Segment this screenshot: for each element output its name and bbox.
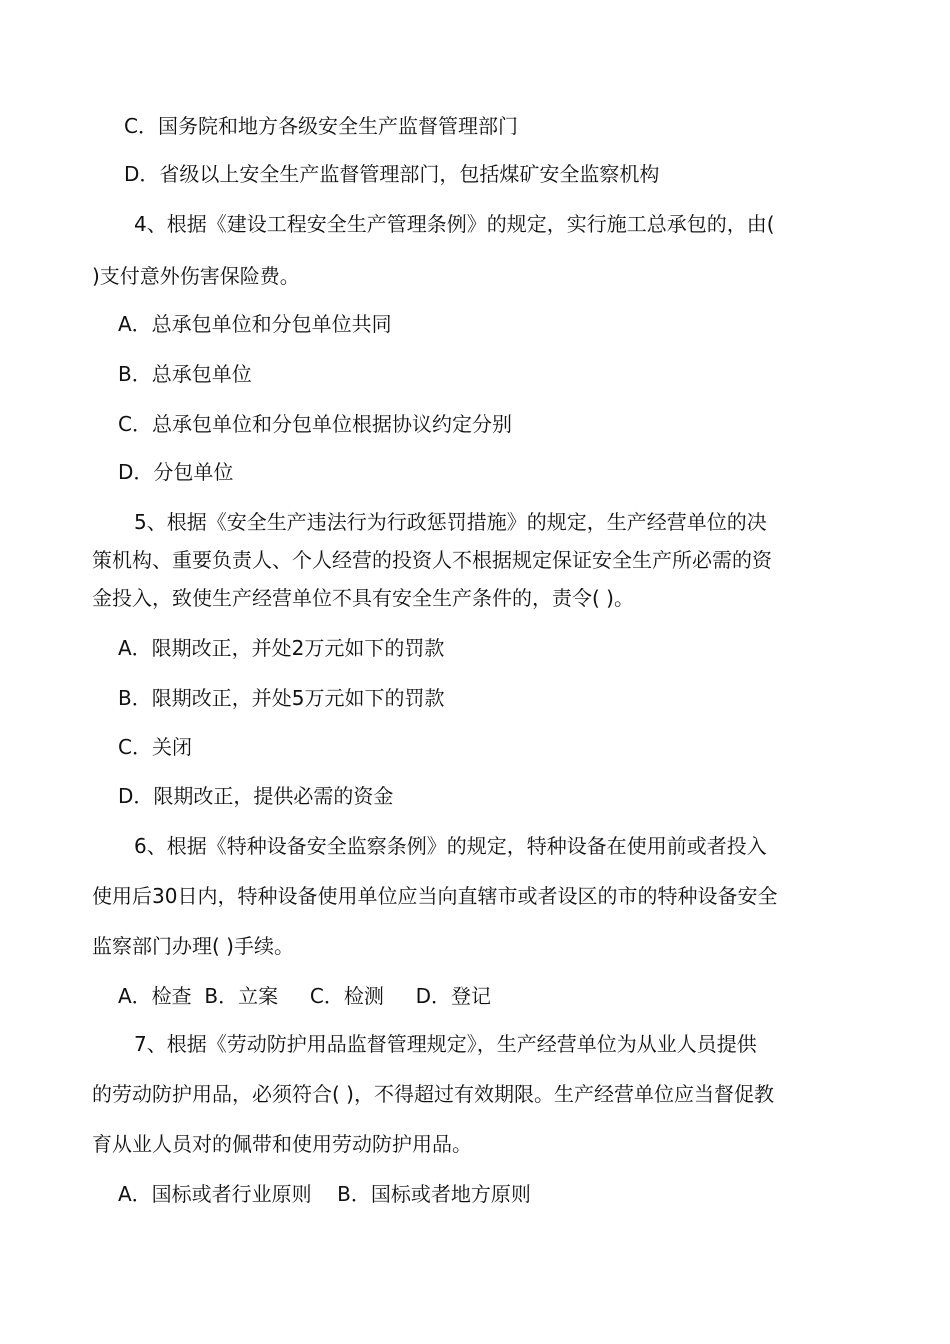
- question-5-option-c: C．关闭: [118, 735, 192, 759]
- question-4-line-2: )支付意外伤害保险费。: [92, 264, 300, 288]
- question-4-option-c: C．总承包单位和分包单位根据协议约定分别: [118, 412, 512, 436]
- question-5-option-d: D．限期改正，提供必需的资金: [118, 784, 394, 808]
- question-7-options: A．国标或者行业原则 B．国标或者地方原则: [118, 1182, 531, 1206]
- option-d: D．省级以上安全生产监督管理部门，包括煤矿安全监察机构: [124, 162, 660, 186]
- question-4-option-a: A．总承包单位和分包单位共同: [118, 312, 392, 336]
- question-5-option-a: A．限期改正，并处2万元如下的罚款: [118, 636, 445, 660]
- question-4-option-b: B．总承包单位: [118, 362, 252, 386]
- question-6-line-1: 6、根据《特种设备安全监察条例》的规定，特种设备在使用前或者投入: [134, 834, 767, 858]
- question-5-line-2: 策机构、重要负责人、个人经营的投资人不根据规定保证安全生产所必需的资: [92, 548, 772, 572]
- question-6-options: A．检查 B．立案 C．检测 D．登记: [118, 984, 492, 1008]
- question-7-line-3: 育从业人员对的佩带和使用劳动防护用品。: [92, 1132, 472, 1156]
- question-7-line-1: 7、根据《劳动防护用品监督管理规定》，生产经营单位为从业人员提供: [134, 1032, 757, 1056]
- question-6-line-2: 使用后30日内，特种设备使用单位应当向直辖市或者设区的市的特种设备安全: [92, 884, 778, 908]
- option-c: C．国务院和地方各级安全生产监督管理部门: [124, 114, 518, 138]
- question-7-line-2: 的劳动防护用品，必须符合( )，不得超过有效期限。生产经营单位应当督促教: [92, 1082, 774, 1106]
- question-4-option-d: D．分包单位: [118, 460, 234, 484]
- question-4-line-1: 4、根据《建设工程安全生产管理条例》的规定，实行施工总承包的，由(: [134, 212, 775, 236]
- question-6-line-3: 监察部门办理( )手续。: [92, 934, 294, 958]
- question-5-line-1: 5、根据《安全生产违法行为行政惩罚措施》的规定，生产经营单位的决: [134, 510, 767, 534]
- question-5-option-b: B．限期改正，并处5万元如下的罚款: [118, 686, 445, 710]
- question-5-line-3: 金投入，致使生产经营单位不具有安全生产条件的，责令( )。: [92, 586, 634, 610]
